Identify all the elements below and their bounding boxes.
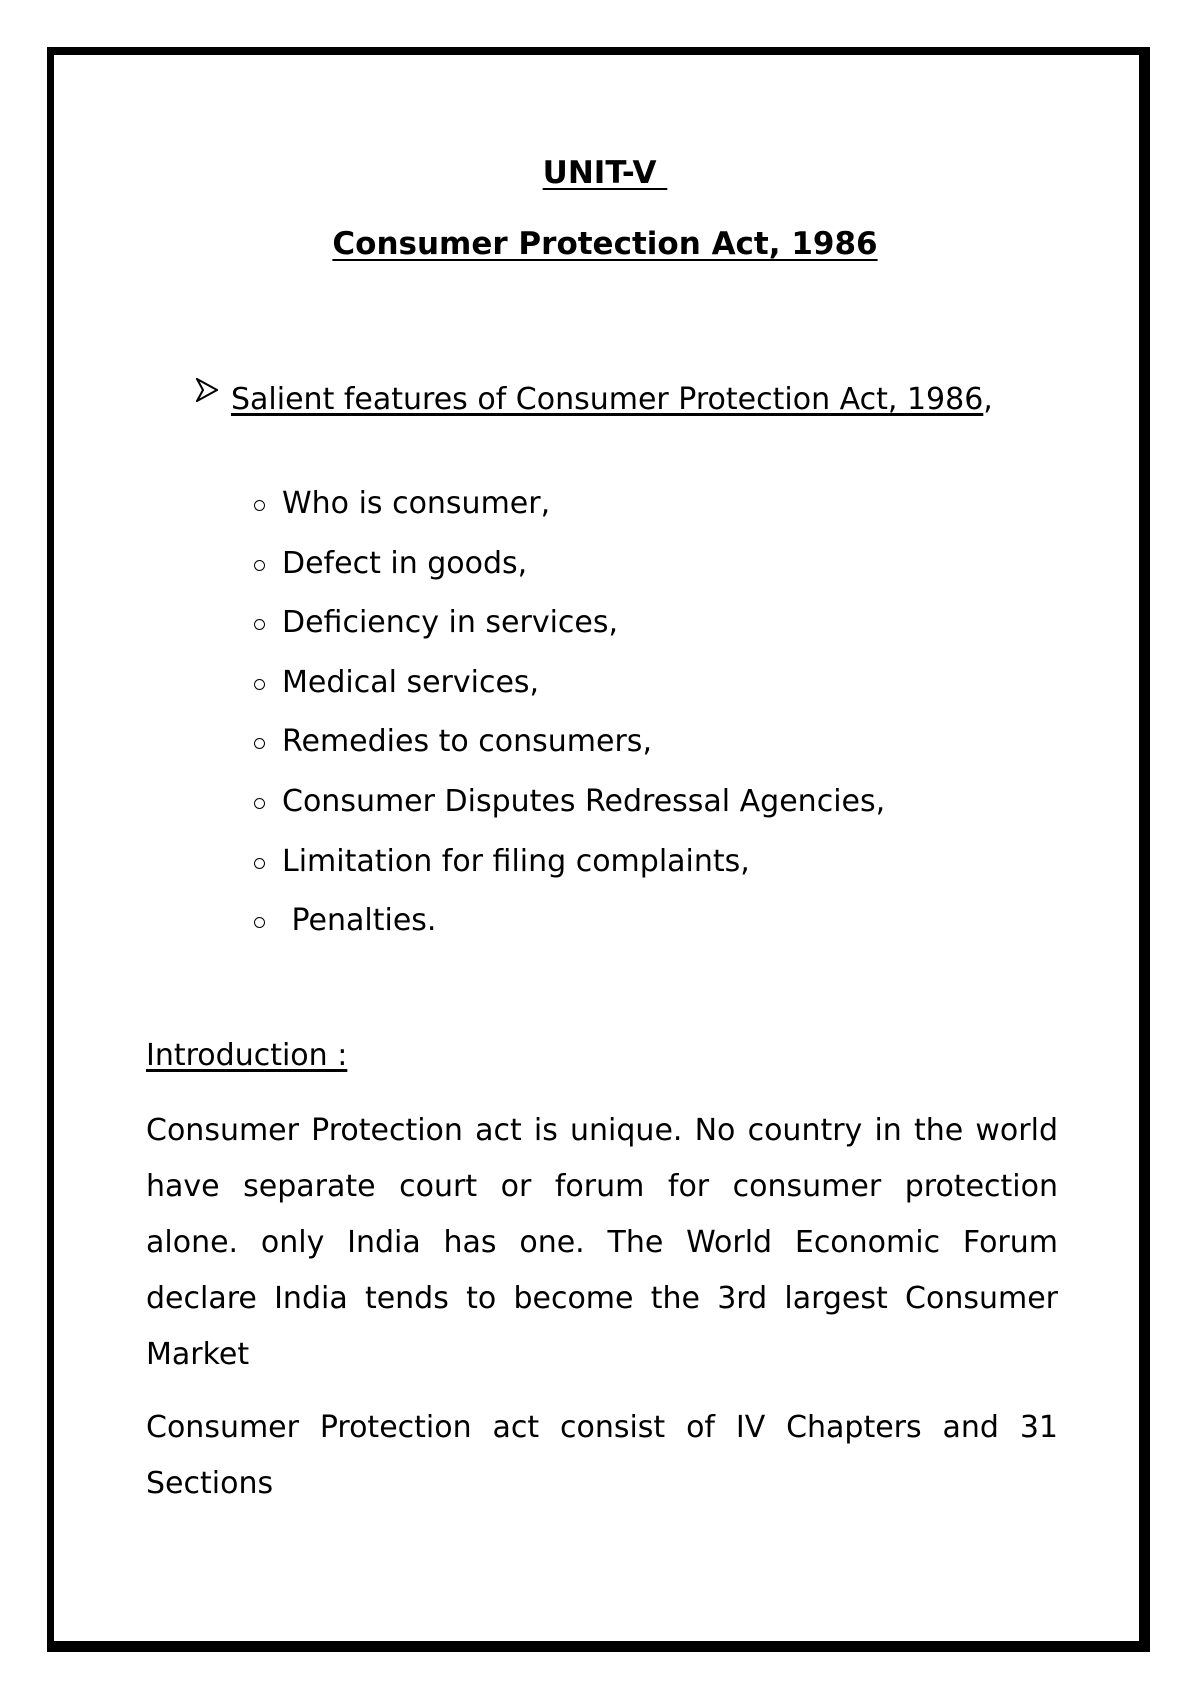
circle-bullet-icon xyxy=(254,798,265,809)
features-list xyxy=(254,485,885,962)
circle-bullet-icon xyxy=(254,679,265,690)
salient-features-heading-underlined: Salient features of Consumer Protection Act, 1986 xyxy=(231,382,984,417)
circle-bullet-icon xyxy=(254,858,265,869)
circle-bullet-icon xyxy=(254,738,265,749)
list-item-text: Deficiency in services, xyxy=(282,605,619,641)
list-item xyxy=(254,664,885,724)
circle-bullet-icon xyxy=(254,560,265,571)
list-item xyxy=(254,783,885,843)
list-item xyxy=(254,902,885,962)
circle-bullet-icon xyxy=(254,500,265,511)
list-item-text: Limitation for filing complaints, xyxy=(282,843,750,879)
unit-title: UNIT-V xyxy=(542,155,668,191)
list-item-text: Defect in goods, xyxy=(282,545,528,581)
chapters-paragraph: Consumer Protection act consist of IV Chapters and 31 Sections xyxy=(146,1410,1058,1501)
list-item-text: Remedies to consumers, xyxy=(282,724,652,760)
introduction-heading: Introduction : xyxy=(146,1038,348,1073)
list-item xyxy=(254,723,885,783)
list-item-text: Who is consumer, xyxy=(282,486,551,521)
arrowhead-bullet-icon xyxy=(196,378,218,402)
list-item xyxy=(254,604,885,664)
salient-features-heading-suffix: , xyxy=(983,382,993,417)
list-item xyxy=(254,485,885,545)
circle-bullet-icon xyxy=(254,917,265,928)
circle-bullet-icon xyxy=(254,619,265,630)
introduction-paragraph: Consumer Protection act is unique. No country in the world have separate court or forum for consumer protection alone. only India has one. The World Economic Forum declare India tends to become the 3rd largest Consumer Market xyxy=(146,1113,1058,1372)
list-item-text: Medical services, xyxy=(282,664,540,700)
list-item-text: Consumer Disputes Redressal Agencies, xyxy=(282,783,886,819)
list-item-text: Penalties. xyxy=(282,903,437,939)
list-item xyxy=(254,843,885,903)
list-item xyxy=(254,545,885,605)
salient-features-heading-text xyxy=(231,372,1021,428)
act-title: Consumer Protection Act, 1986 xyxy=(332,226,878,262)
